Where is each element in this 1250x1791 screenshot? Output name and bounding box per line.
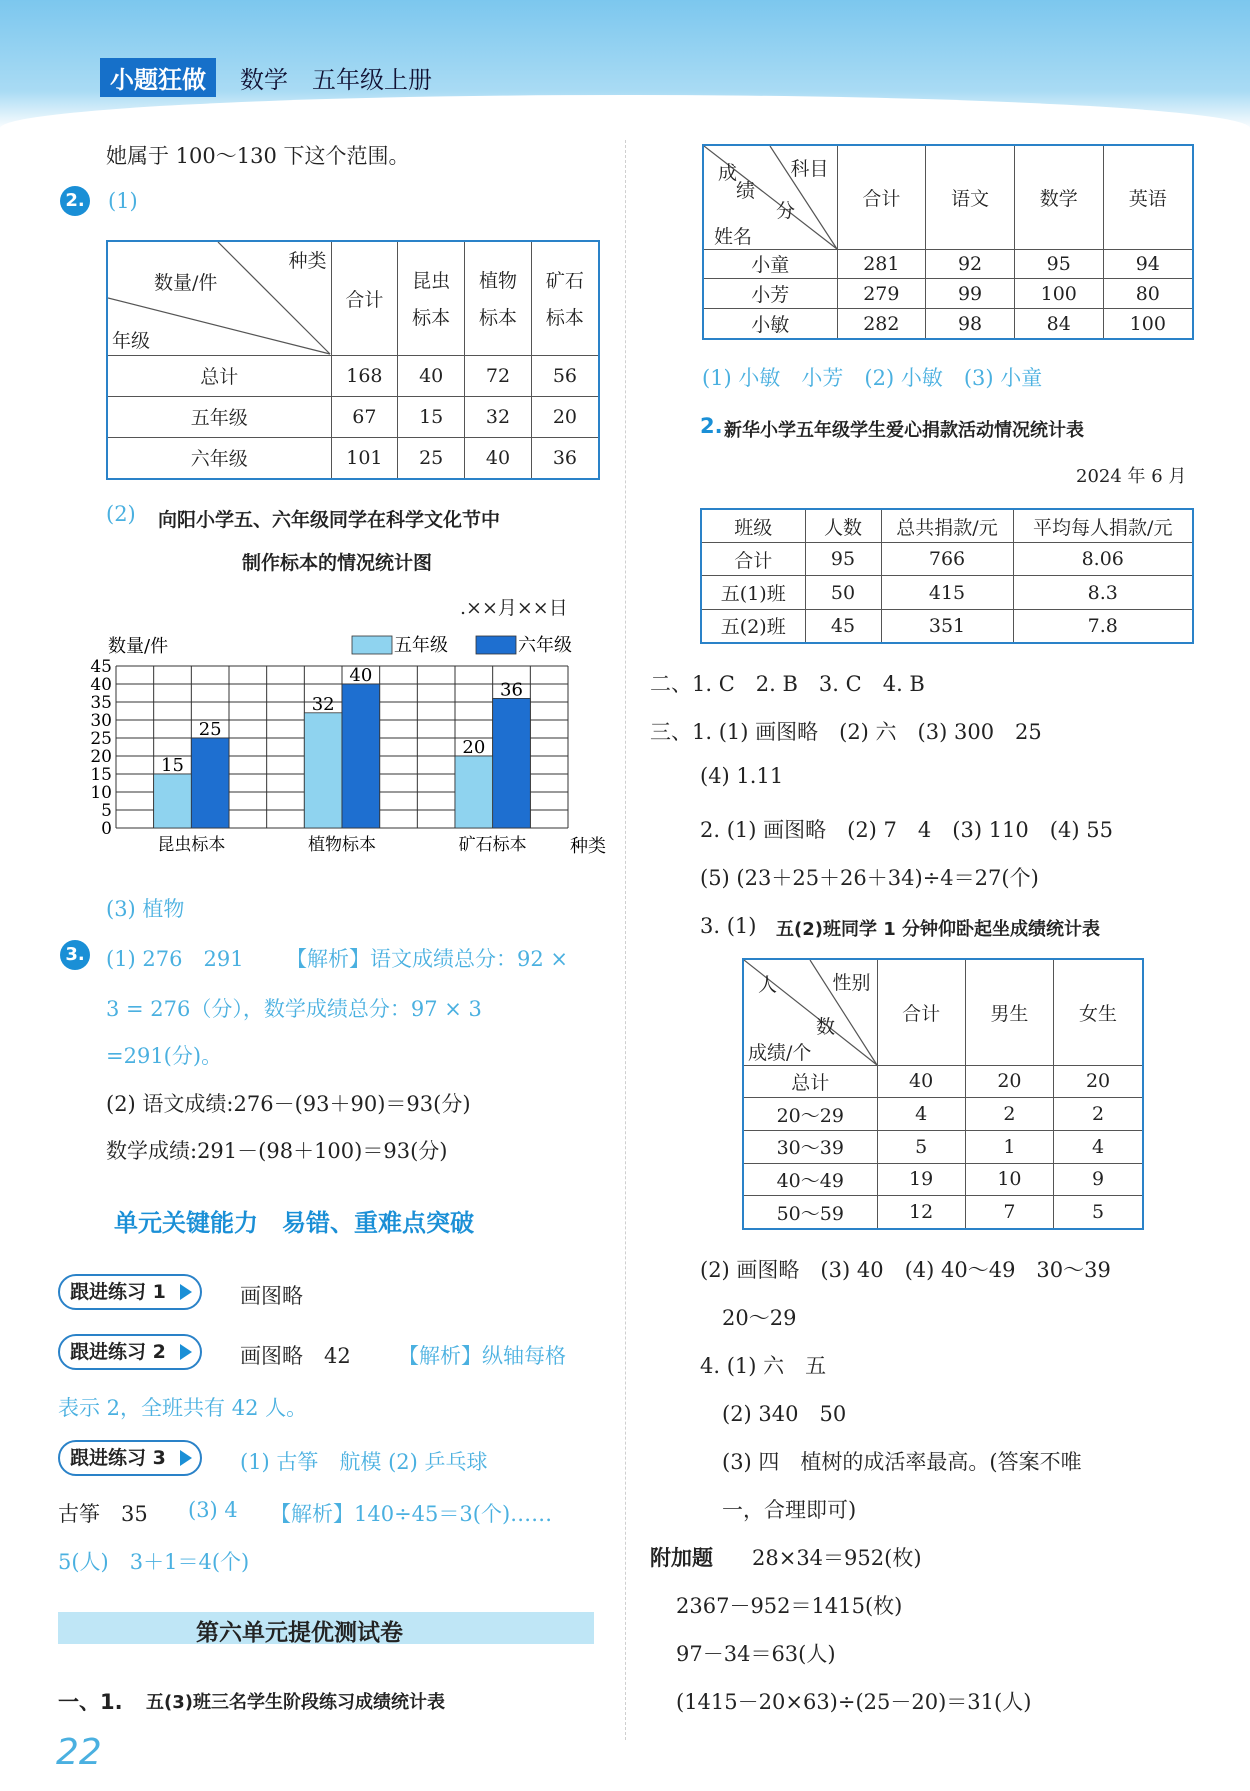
cell: 415 bbox=[881, 576, 1013, 609]
right-c: 4. (1) 六 五 bbox=[700, 1354, 827, 1378]
page-number: 22 bbox=[56, 1732, 102, 1773]
bar-data-label: 32 bbox=[311, 693, 335, 715]
th-mineral bbox=[531, 241, 599, 355]
table-row bbox=[107, 355, 599, 396]
cell: 9 bbox=[1054, 1163, 1143, 1196]
cell: 99 bbox=[926, 279, 1015, 309]
y-tick-label: 5 bbox=[101, 801, 112, 821]
chart-title-1: 向阳小学五、六年级同学在科学文化节中 bbox=[158, 509, 501, 531]
cell: 67 bbox=[331, 396, 398, 437]
y-axis-label: 数量/件 bbox=[108, 636, 169, 657]
cell: 20 bbox=[965, 1065, 1053, 1098]
cell: 100 bbox=[1014, 279, 1103, 309]
cell: 281 bbox=[837, 249, 926, 279]
corner-c: 科目 bbox=[790, 158, 829, 180]
y-tick-label: 25 bbox=[90, 729, 112, 749]
y-tick-label: 40 bbox=[90, 675, 112, 695]
cell: 合计 bbox=[701, 543, 805, 576]
cell: 84 bbox=[1014, 309, 1103, 339]
table-row bbox=[107, 396, 599, 437]
cell: 80 bbox=[1103, 279, 1193, 309]
th-total: 合计 bbox=[877, 959, 965, 1065]
cell: 10 bbox=[965, 1163, 1053, 1196]
cell: 32 bbox=[465, 396, 532, 437]
th-girls: 女生 bbox=[1054, 959, 1143, 1065]
bar bbox=[191, 738, 229, 828]
corner-b: 绩 bbox=[736, 180, 756, 202]
y-tick-label: 0 bbox=[101, 819, 112, 839]
th-plant bbox=[465, 241, 532, 355]
th-insect bbox=[398, 241, 465, 355]
corner-e: 姓名 bbox=[714, 226, 753, 248]
table-situps bbox=[742, 958, 1144, 1230]
q2-sub3: (3) 植物 bbox=[106, 897, 185, 921]
table-donation bbox=[700, 508, 1194, 644]
cell: 100 bbox=[1103, 309, 1193, 339]
corner-a: 成 bbox=[718, 162, 738, 184]
section-three-e-label: 3. (1) bbox=[700, 914, 757, 938]
table-row bbox=[703, 309, 1193, 339]
legend-swatch bbox=[476, 636, 516, 654]
table-row bbox=[703, 279, 1193, 309]
cell: 40 bbox=[877, 1065, 965, 1098]
cell: 92 bbox=[926, 249, 1015, 279]
one-label: 一、1. bbox=[58, 1690, 123, 1714]
cell: 4 bbox=[877, 1098, 965, 1131]
legend-label: 六年级 bbox=[518, 635, 572, 656]
cell: 40 bbox=[398, 355, 465, 396]
table-row bbox=[703, 249, 1193, 279]
cell: 50 bbox=[805, 576, 881, 609]
cell: 36 bbox=[531, 437, 599, 479]
table4-corner bbox=[743, 959, 877, 1065]
th-math: 数学 bbox=[1014, 145, 1103, 249]
bar-chart bbox=[60, 630, 620, 860]
cell: 7.8 bbox=[1013, 609, 1193, 643]
table-row bbox=[743, 1130, 1143, 1163]
table-row bbox=[701, 543, 1193, 576]
line-range: 她属于 100～130 下这个范围。 bbox=[106, 144, 410, 168]
donation-title: 新华小学五年级学生爱心捐款活动情况统计表 bbox=[724, 420, 1084, 441]
bar bbox=[455, 756, 493, 828]
table-row bbox=[107, 437, 599, 479]
practice-3-e: 5(人) 3＋1＝4(个) bbox=[58, 1550, 250, 1574]
cell: 72 bbox=[465, 355, 532, 396]
header-wave bbox=[0, 95, 1250, 135]
cell: 7 bbox=[965, 1196, 1053, 1229]
cell: 279 bbox=[837, 279, 926, 309]
y-tick-label: 30 bbox=[90, 711, 112, 731]
cell: 五(2)班 bbox=[701, 609, 805, 643]
chart-title-2: 制作标本的情况统计图 bbox=[242, 552, 433, 574]
practice-2-exp: 【解析】纵轴每格 bbox=[398, 1344, 566, 1368]
q3-c: 3 = 276（分），数学成绩总分：97 × 3 bbox=[106, 997, 482, 1021]
q3-e: (2) 语文成绩:276－(93＋90)＝93(分) bbox=[106, 1092, 471, 1116]
cell: 95 bbox=[805, 543, 881, 576]
section-three-c: 2. (1) 画图略 (2) 7 4 (3) 110 (4) 55 bbox=[700, 818, 1113, 842]
th-mineral-1: 矿石 bbox=[545, 270, 584, 293]
y-tick-label: 15 bbox=[90, 765, 112, 785]
cell: 168 bbox=[331, 355, 398, 396]
table-specimens bbox=[106, 240, 600, 480]
th-mineral-2: 标本 bbox=[545, 307, 584, 330]
one-title: 五(3)班三名学生阶段练习成绩统计表 bbox=[146, 1692, 445, 1713]
extra-b: 2367－952＝1415(枚) bbox=[676, 1594, 903, 1618]
table-row bbox=[701, 576, 1193, 609]
section-three-b: (4) 1.11 bbox=[700, 764, 784, 788]
bar bbox=[493, 698, 531, 828]
section-three-d: (5) (23＋25＋26＋34)÷4＝27(个) bbox=[700, 866, 1039, 890]
th-insect-1: 昆虫 bbox=[412, 270, 451, 293]
q3-d: =291(分)。 bbox=[106, 1044, 223, 1068]
th-total: 合计 bbox=[331, 241, 398, 355]
q2-marker bbox=[60, 186, 90, 216]
practice-2-exp2: 表示 2，全班共有 42 人。 bbox=[58, 1396, 308, 1420]
th-chinese: 语文 bbox=[926, 145, 1015, 249]
th-plant-1: 植物 bbox=[478, 270, 517, 293]
corner-mid: 数量/件 bbox=[154, 272, 218, 294]
extra-a: 28×34＝952(枚) bbox=[752, 1546, 922, 1570]
q3-marker bbox=[60, 940, 90, 970]
q2-sub1: (1) bbox=[108, 189, 138, 213]
cell: 45 bbox=[805, 609, 881, 643]
cell: 40 bbox=[465, 437, 532, 479]
corner-c: 数 bbox=[816, 1016, 836, 1038]
cell: 5 bbox=[877, 1130, 965, 1163]
th-boys: 男生 bbox=[965, 959, 1053, 1065]
cell: 351 bbox=[881, 609, 1013, 643]
table-row bbox=[743, 1196, 1143, 1229]
x-tick-label: 植物标本 bbox=[308, 835, 376, 855]
cell: 20 bbox=[1054, 1065, 1143, 1098]
practice-2-pill: 跟进练习 2 bbox=[58, 1334, 202, 1370]
table-row bbox=[701, 609, 1193, 643]
cell: 总计 bbox=[107, 355, 331, 396]
table-row bbox=[743, 1065, 1143, 1098]
practice-3-pill: 跟进练习 3 bbox=[58, 1440, 202, 1476]
section-two: 二、1. C 2. B 3. C 4. B bbox=[650, 672, 925, 696]
cell: 2 bbox=[1054, 1098, 1143, 1131]
corner-b: 性别 bbox=[832, 972, 871, 994]
bar-data-label: 25 bbox=[198, 719, 222, 740]
q3-b: 【解析】语文成绩总分：92 × bbox=[286, 947, 568, 971]
cell: 4 bbox=[1054, 1130, 1143, 1163]
cell: 766 bbox=[881, 543, 1013, 576]
cell: 15 bbox=[398, 396, 465, 437]
chart-date: .××月××日 bbox=[460, 597, 568, 619]
th-average: 平均每人捐款/元 bbox=[1013, 509, 1193, 543]
cell: 1 bbox=[965, 1130, 1053, 1163]
cell: 25 bbox=[398, 437, 465, 479]
bar bbox=[342, 684, 380, 828]
th-plant-2: 标本 bbox=[478, 307, 517, 330]
cell: 小芳 bbox=[703, 279, 837, 309]
cell: 19 bbox=[877, 1163, 965, 1196]
cell: 101 bbox=[331, 437, 398, 479]
th-people: 人数 bbox=[805, 509, 881, 543]
right-f: 一，合理即可) bbox=[722, 1498, 857, 1522]
cell: 5 bbox=[1054, 1196, 1143, 1229]
cell: 98 bbox=[926, 309, 1015, 339]
y-tick-label: 45 bbox=[90, 657, 112, 677]
table-scores bbox=[702, 144, 1194, 340]
q3-number: 3. bbox=[60, 940, 90, 970]
bar bbox=[304, 713, 342, 828]
y-tick-label: 10 bbox=[90, 783, 112, 803]
q2-right-label: 2. bbox=[700, 414, 723, 438]
cell: 8.06 bbox=[1013, 543, 1193, 576]
column-divider bbox=[625, 140, 626, 1740]
corner-d: 成绩/个 bbox=[748, 1042, 812, 1064]
cell: 小敏 bbox=[703, 309, 837, 339]
q3-f: 数学成绩:291－(98＋100)＝93(分) bbox=[106, 1139, 448, 1163]
page-header bbox=[0, 0, 1250, 130]
q2-number: 2. bbox=[60, 186, 90, 216]
x-tick-label: 矿石标本 bbox=[458, 835, 527, 855]
legend-label: 五年级 bbox=[394, 635, 448, 656]
x-tick-label: 昆虫标本 bbox=[157, 835, 226, 855]
table-row bbox=[743, 1163, 1143, 1196]
bar-data-label: 40 bbox=[349, 665, 373, 686]
book-tag: 小题狂做 bbox=[100, 58, 216, 97]
cell: 95 bbox=[1014, 249, 1103, 279]
legend-swatch bbox=[352, 636, 392, 654]
cell: 20 bbox=[531, 396, 599, 437]
y-tick-label: 20 bbox=[90, 747, 112, 767]
practice-1-pill: 跟进练习 1 bbox=[58, 1274, 202, 1310]
right-a: (2) 画图略 (3) 40 (4) 40～49 30～39 bbox=[700, 1258, 1111, 1282]
th-class: 班级 bbox=[701, 509, 805, 543]
bar-data-label: 20 bbox=[462, 737, 486, 758]
practice-2-text: 画图略 42 bbox=[240, 1344, 351, 1368]
practice-3-c: (3) 4 bbox=[188, 1498, 238, 1522]
cell: 总计 bbox=[743, 1065, 877, 1098]
corner-top: 种类 bbox=[288, 250, 327, 272]
cell: 50～59 bbox=[743, 1196, 877, 1229]
bar bbox=[154, 774, 192, 828]
right-b: 20～29 bbox=[722, 1306, 797, 1330]
corner-d: 分 bbox=[776, 200, 796, 222]
situp-title: 五(2)班同学 1 分钟仰卧起坐成绩统计表 bbox=[776, 919, 1101, 940]
book-title: 数学 五年级上册 bbox=[240, 66, 432, 94]
bar-data-label: 15 bbox=[161, 755, 184, 776]
extra-d: (1415－20×63)÷(25－20)＝31(人) bbox=[676, 1690, 1032, 1714]
table2-corner bbox=[703, 145, 837, 249]
corner-a: 人 bbox=[758, 974, 778, 996]
section-three-a: 三、1. (1) 画图略 (2) 六 (3) 300 25 bbox=[650, 720, 1042, 744]
cell: 12 bbox=[877, 1196, 965, 1229]
q3-a: (1) 276 291 bbox=[106, 947, 244, 971]
answer-1: (1) 小敏 小芳 (2) 小敏 (3) 小童 bbox=[702, 366, 1043, 390]
cell: 五年级 bbox=[107, 396, 331, 437]
th-english: 英语 bbox=[1103, 145, 1193, 249]
table-row bbox=[743, 1098, 1143, 1131]
extra-c: 97－34＝63(人) bbox=[676, 1642, 836, 1666]
practice-1-text: 画图略 bbox=[240, 1284, 303, 1308]
unit-title: 第六单元提优测试卷 bbox=[196, 1620, 403, 1646]
section-title: 单元关键能力 易错、重难点突破 bbox=[114, 1209, 474, 1237]
right-d: (2) 340 50 bbox=[722, 1402, 847, 1426]
practice-3-b: 古筝 35 bbox=[58, 1502, 148, 1526]
q2-sub2: (2) bbox=[106, 502, 136, 526]
corner-bot: 年级 bbox=[112, 330, 151, 352]
extra-label: 附加题 bbox=[650, 1546, 713, 1570]
cell: 56 bbox=[531, 355, 599, 396]
cell: 五(1)班 bbox=[701, 576, 805, 609]
th-insect-2: 标本 bbox=[412, 307, 451, 330]
practice-3-d: 【解析】140÷45＝3(个)…… bbox=[270, 1502, 553, 1526]
cell: 20～29 bbox=[743, 1098, 877, 1131]
cell: 282 bbox=[837, 309, 926, 339]
cell: 94 bbox=[1103, 249, 1193, 279]
right-e: (3) 四 植树的成活率最高。(答案不唯 bbox=[722, 1450, 1082, 1474]
x-axis-label: 种类 bbox=[570, 836, 606, 857]
cell: 小童 bbox=[703, 249, 837, 279]
cell: 8.3 bbox=[1013, 576, 1193, 609]
cell: 2 bbox=[965, 1098, 1053, 1131]
cell: 30～39 bbox=[743, 1130, 877, 1163]
cell: 40～49 bbox=[743, 1163, 877, 1196]
practice-3-a: (1) 古筝 航模 (2) 乒乓球 bbox=[240, 1450, 488, 1474]
donation-date: 2024 年 6 月 bbox=[1076, 466, 1187, 487]
bar-data-label: 36 bbox=[500, 679, 523, 701]
th-donation: 总共捐款/元 bbox=[881, 509, 1013, 543]
cell: 六年级 bbox=[107, 437, 331, 479]
table1-corner bbox=[107, 241, 331, 355]
y-tick-label: 35 bbox=[90, 693, 112, 713]
th-total: 合计 bbox=[837, 145, 926, 249]
